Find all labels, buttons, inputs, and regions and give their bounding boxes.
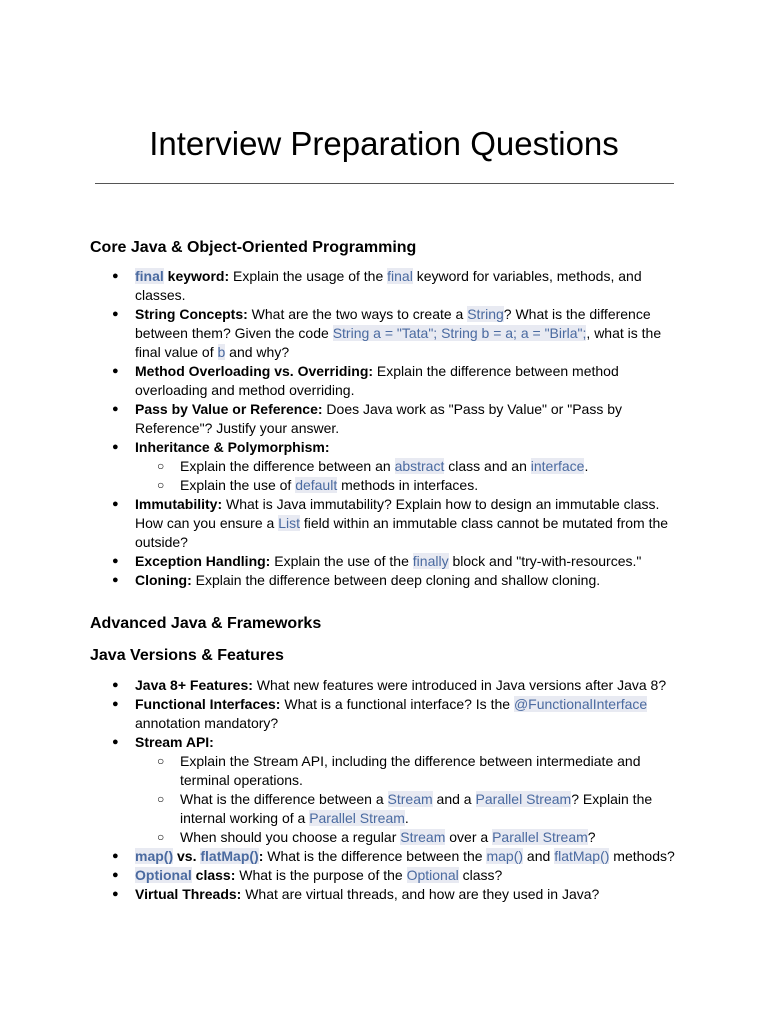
- section-heading-advanced-java: Advanced Java & Frameworks: [90, 615, 322, 632]
- list-item-map-flatmap: ● map() vs. flatMap(): What is the difference between the map() and flatMap() methods?: [90, 847, 690, 866]
- sub-list-item: ○ Explain the Stream API, including the difference between intermediate and terminal operations.: [135, 752, 690, 790]
- sub-list-item: ○ What is the difference between a Stream and a Parallel Stream? Explain the internal working of a Parallel Stream.: [135, 790, 690, 828]
- document-body: [90, 236, 690, 904]
- code-snippet: map(): [135, 848, 174, 864]
- code-snippet: Optional: [135, 867, 192, 883]
- section-heading-core-java: Core Java & Object-Oriented Programming: [90, 239, 417, 256]
- list-item-virtual-threads: ● Virtual Threads: What are virtual threads, and how are they used in Java?: [90, 885, 690, 904]
- code-snippet: interface: [530, 458, 585, 474]
- core-java-question-list: [90, 267, 690, 590]
- code-snippet: String a = "Tata"; String b = a; a = "Birla";: [332, 325, 587, 341]
- list-item-stream-api: ● Stream API: ○ Explain the Stream API, including the difference between intermediate and terminal operations. ○ What is the difference between a Stream and a Parallel Stream? Explain the internal working of a Parallel Stream. ○ When should you choose a regular Stream over a Parallel Stream?: [90, 733, 690, 847]
- list-item-string-concepts: ● String Concepts: What are the two ways to create a String? What is the difference between them? Given the code String a = "Tata"; String b = a; a = "Birla";, what is the final value of b and why?: [90, 305, 690, 362]
- page-title: Interview Preparation Questions: [149, 125, 619, 162]
- code-snippet: Parallel Stream: [475, 791, 572, 807]
- code-snippet: Parallel Stream: [309, 810, 405, 826]
- sub-list: [135, 752, 690, 847]
- list-item-pass-by-value: ● Pass by Value or Reference: Does Java work as "Pass by Value" or "Pass by Reference"? Justify your answer.: [90, 400, 690, 438]
- section-heading-java-versions: Java Versions & Features: [90, 647, 284, 664]
- code-snippet: b: [217, 344, 226, 360]
- code-snippet: final: [135, 268, 164, 284]
- code-snippet: Stream: [400, 829, 446, 845]
- list-item-functional-interfaces: ● Functional Interfaces: What is a functional interface? Is the @FunctionalInterface annotation mandatory?: [90, 695, 690, 733]
- code-snippet: String: [467, 306, 504, 322]
- list-item-cloning: ● Cloning: Explain the difference between deep cloning and shallow cloning.: [90, 571, 690, 590]
- list-item-overloading-overriding: ● Method Overloading vs. Overriding: Explain the difference between method overloading and method overriding.: [90, 362, 690, 400]
- sub-list-item: ○ Explain the difference between an abstract class and an interface.: [135, 457, 690, 476]
- code-snippet: flatMap(): [200, 848, 259, 864]
- sub-list-item: ○ When should you choose a regular Stream over a Parallel Stream?: [135, 828, 690, 847]
- sub-list: [135, 457, 690, 495]
- list-item-inheritance: ● Inheritance & Polymorphism: ○ Explain the difference between an abstract class and an interface. ○ Explain the use of default methods in interfaces.: [90, 438, 690, 495]
- code-snippet: abstract: [394, 458, 445, 474]
- list-item-optional-class: ● Optional class: What is the purpose of the Optional class?: [90, 866, 690, 885]
- list-item-exception-handling: ● Exception Handling: Explain the use of the finally block and "try-with-resources.": [90, 552, 690, 571]
- code-snippet: final: [387, 268, 413, 284]
- list-item-final-keyword: ● final keyword: Explain the usage of the final keyword for variables, methods, and classes.: [90, 267, 690, 305]
- java-versions-question-list: [90, 676, 690, 904]
- code-snippet: Parallel Stream: [492, 829, 588, 845]
- list-item-immutability: ● Immutability: What is Java immutability? Explain how to design an immutable class. How can you ensure a List field within an immutable class cannot be mutated from the outside?: [90, 495, 690, 552]
- sub-list-item: ○ Explain the use of default methods in interfaces.: [135, 476, 690, 495]
- code-snippet: Stream: [387, 791, 433, 807]
- code-snippet: map(): [486, 848, 524, 864]
- code-snippet: List: [278, 515, 300, 531]
- list-item-java8-features: ● Java 8+ Features: What new features were introduced in Java versions after Java 8?: [90, 676, 690, 695]
- code-snippet: default: [295, 477, 338, 493]
- code-snippet: @FunctionalInterface: [513, 696, 648, 712]
- title-divider: [95, 183, 674, 184]
- code-snippet: flatMap(): [554, 848, 610, 864]
- code-snippet: finally: [412, 553, 449, 569]
- code-snippet: Optional: [406, 867, 459, 883]
